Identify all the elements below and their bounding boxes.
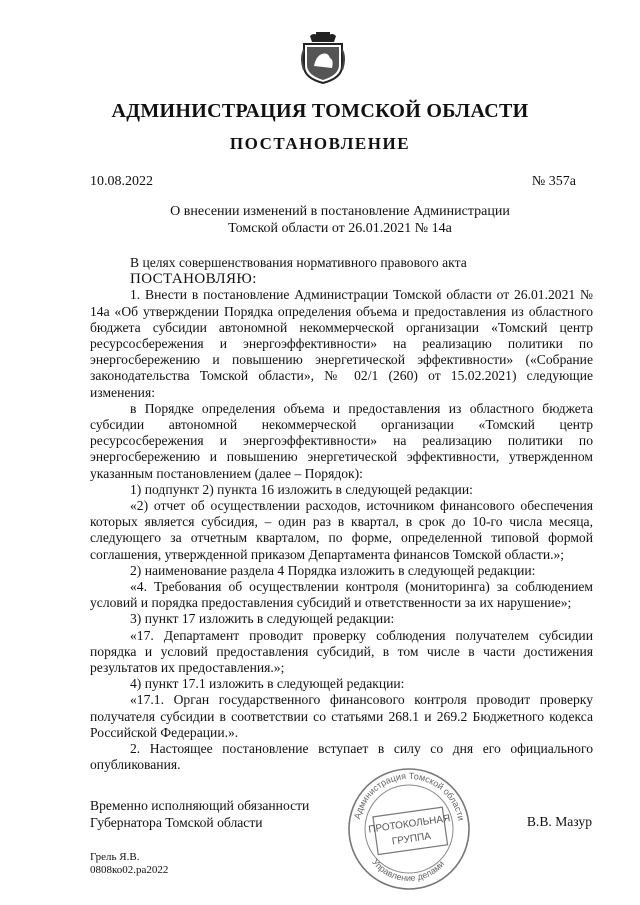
body-paragraph: «17.1. Орган государственного финансового контроля проводит проверку получателя субсидии в соответствии со статьями 268.1 и 269.2 Бюджетного кодекса Российской Федерации.».: [90, 692, 593, 740]
body-paragraph: «4. Требования об осуществлении контроля (мониторинга) за соблюдением условий и порядка предоставления субсидий и ответственности за их нарушение»;: [90, 579, 593, 611]
body-paragraph: в Порядке определения объема и предоставления из областного бюджета субсидии автономной некоммерческой организации «Томский центр ресурсосбережения и энергоэффективности» на реализацию политики по энергосбережению и повышению энергетической эффективности, утвержденном указанным постановлением (далее – Порядок):: [90, 400, 593, 481]
signatory-title: [90, 798, 309, 831]
signatory-name: В.В. Мазур: [526, 814, 592, 829]
document-body: [90, 255, 593, 774]
body-paragraph: 4) пункт 17.1 изложить в следующей редакции:: [130, 676, 405, 692]
document-date: 10.08.2022: [90, 174, 153, 189]
executor-name: Грель Я.В.: [90, 851, 140, 863]
body-paragraph: 1) подпункт 2) пункта 16 изложить в следующей редакции:: [130, 481, 473, 497]
subject-line: Томской области от 26.01.2021 № 14а: [228, 221, 452, 236]
executor-code: 0808ко02.ра2022: [90, 864, 169, 876]
body-paragraph: 2) наименование раздела 4 Порядка изложить в следующей редакции:: [130, 562, 536, 578]
executor-info: [90, 851, 168, 877]
subject-line: О внесении изменений в постановление Администрации: [170, 204, 510, 219]
signatory-line: Губернатора Томской области: [90, 814, 263, 830]
official-stamp: [345, 765, 473, 893]
body-paragraph: 3) пункт 17 изложить в следующей редакции:: [130, 611, 395, 627]
stamp-ring-text: Управление делами: [370, 857, 447, 884]
body-paragraph: 2. Настоящее постановление вступает в силу со дня его официального опубликования.: [90, 741, 593, 773]
body-paragraph: «2) отчет об осуществлении расходов, источником финансового обеспечения которых является субсидия, – один раз в квартал, в срок до 10-го числа месяца, следующего за отчетным кварталом, по форме, определенной типовой формой соглашения, утвержденной приказом Департамента финансов Томской области.»;: [90, 498, 593, 562]
document-type: ПОСТАНОВЛЕНИЕ: [229, 134, 411, 153]
document-number: № 357а: [531, 174, 576, 189]
preamble: В целях совершенствования нормативного правового акта: [130, 255, 467, 270]
stamp-center-text: ПРОТОКОЛЬНАЯ: [367, 813, 451, 836]
body-paragraph: 1. Внести в постановление Администрации Томской области от 26.01.2021 № 14а «Об утверждении Порядка определения объема и предоставления из областного бюджета субсидии автономной некоммерческой организации «Томский центр ресурсосбережения и энергоэффективности» на реализацию политики по энергосбережению и повышению энергетической эффективности» («Собрание законодательства Томской области», № 02/1 (260) от 15.02.2021) следующие изменения:: [90, 287, 593, 400]
body-paragraph: «17. Департамент проводит проверку соблюдения получателем субсидии порядка и условий предоставления субсидий, в том числе в части достижения результатов их предоставления.»;: [90, 627, 593, 676]
signatory-line: Временно исполняющий обязанности: [90, 798, 310, 813]
decree-verb: ПОСТАНОВЛЯЮ:: [130, 271, 257, 288]
document-subject: [140, 203, 540, 237]
stamp-center-text: ГРУППА: [391, 831, 432, 848]
organization-title: АДМИНИСТРАЦИЯ ТОМСКОЙ ОБЛАСТИ: [111, 100, 529, 122]
stamp-ring-text: Администрация Томской области: [352, 770, 467, 822]
coat-of-arms-icon: [300, 30, 346, 84]
